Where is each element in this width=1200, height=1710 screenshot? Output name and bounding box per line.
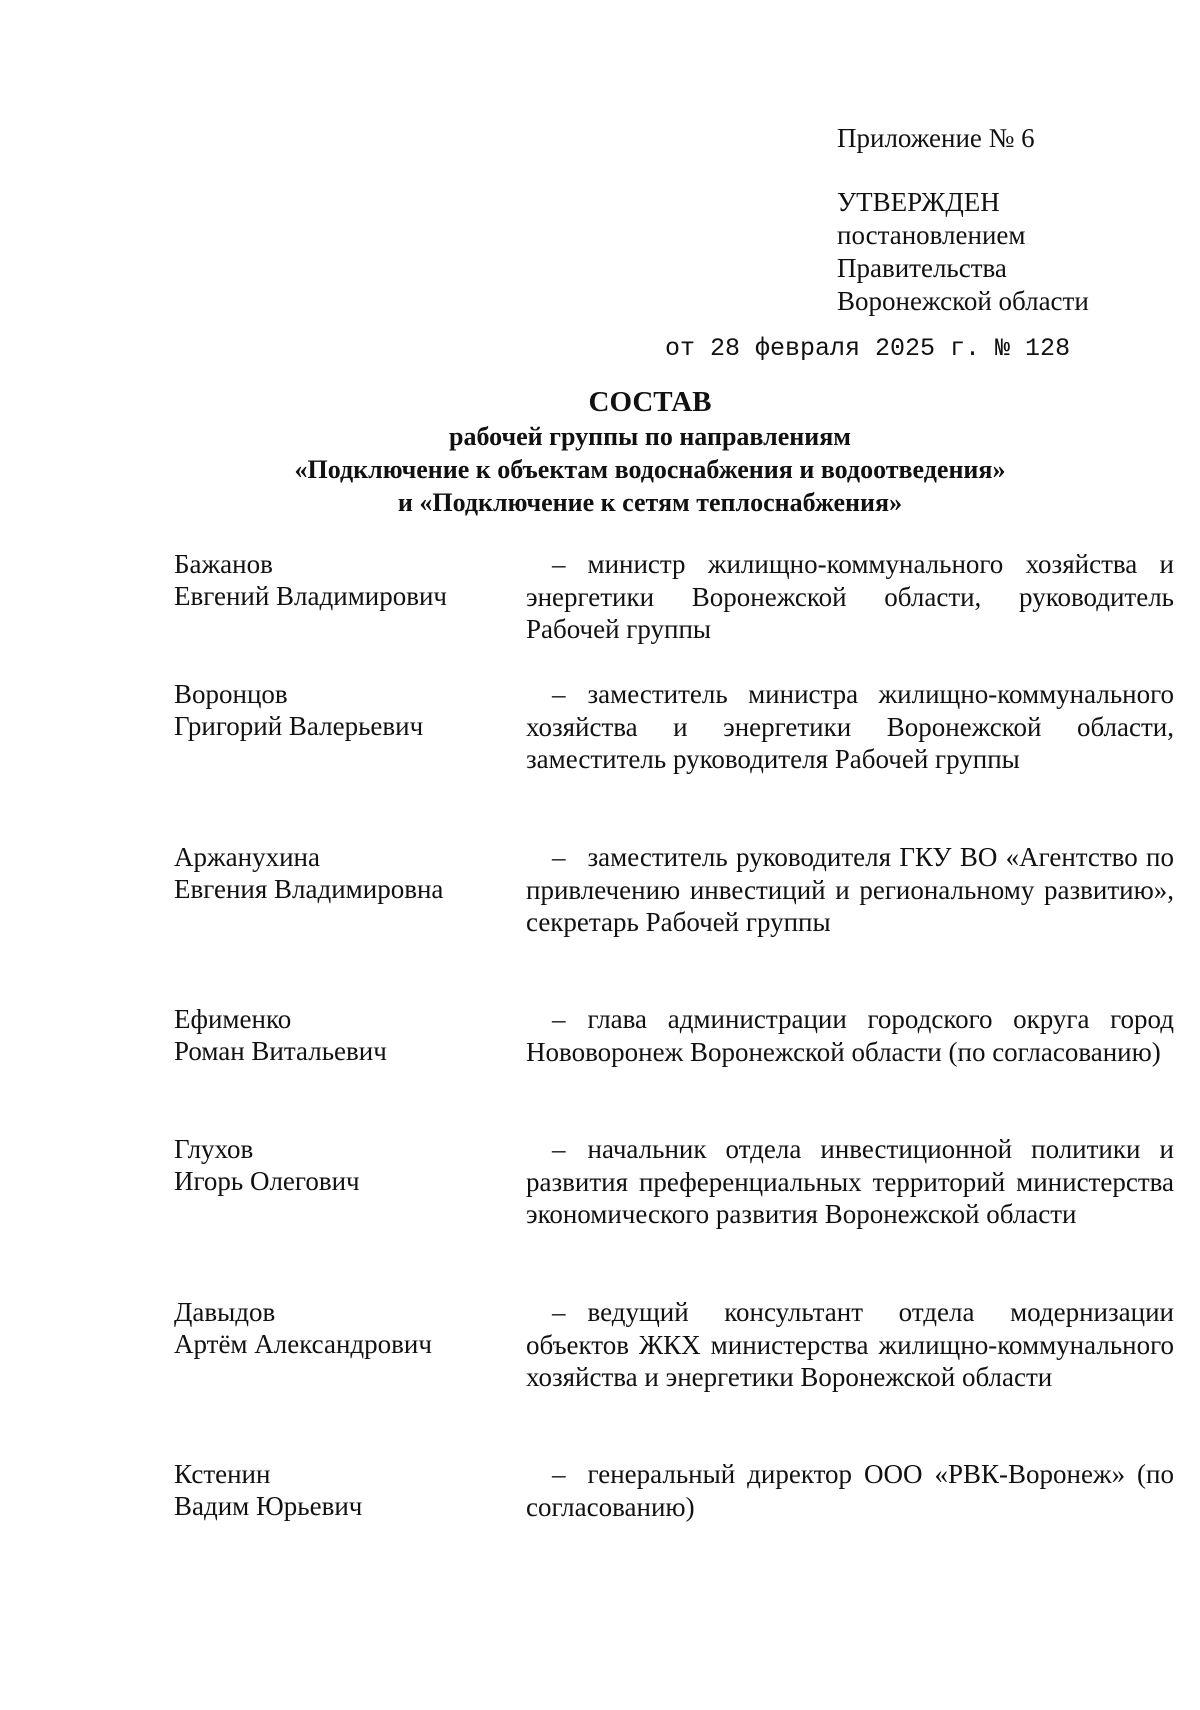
member-given-names: Артём Александрович: [174, 1329, 432, 1359]
member-given-names: Евгений Владимирович: [174, 581, 448, 611]
member-role-text: глава администрации городского округа город Нововоронеж Воронежской области (по согласованию): [526, 1004, 1174, 1067]
dash: –: [552, 679, 566, 709]
member-name: [174, 548, 514, 612]
member-name: [174, 841, 514, 905]
member-surname: Кстенин: [174, 1459, 271, 1489]
approval-line-2: Правительства: [837, 253, 1007, 283]
member-given-names: Роман Витальевич: [174, 1036, 387, 1066]
member-surname: Глухов: [174, 1134, 254, 1164]
dash: –: [552, 842, 566, 872]
title-line-3: и «Подключение к сетям теплоснабжения»: [397, 488, 903, 517]
document-title: [150, 384, 1150, 519]
approval-block: [837, 186, 1089, 318]
member-given-names: Григорий Валерьевич: [174, 711, 424, 741]
member-name: [174, 1458, 514, 1522]
dash: –: [552, 1134, 566, 1164]
member-role: [526, 1296, 1174, 1394]
member-given-names: Игорь Олегович: [174, 1166, 360, 1196]
member-role-text: министр жилищно-коммунального хозяйства и энергетики Воронежской области, руководитель Рабочей группы: [526, 549, 1174, 644]
member-role-text: заместитель руководителя ГКУ ВО «Агентство по привлечению инвестиций и региональному развитию», секретарь Рабочей группы: [526, 842, 1174, 937]
member-name: [174, 1296, 514, 1360]
approval-line-1: постановлением: [837, 220, 1026, 250]
member-role: [526, 678, 1174, 776]
member-role: [526, 548, 1174, 646]
member-role-text: генеральный директор ООО «РВК-Воронеж» (по согласованию): [526, 1459, 1174, 1522]
title-line-1: рабочей группы по направлениям: [449, 422, 851, 451]
member-name: [174, 1003, 514, 1067]
member-role: [526, 1003, 1174, 1068]
title-main: СОСТАВ: [588, 386, 712, 418]
member-name: [174, 678, 514, 742]
member-surname: Воронцов: [174, 679, 288, 709]
member-role-text: начальник отдела инвестиционной политики и развития преференциальных территорий министерства экономического развития Воронежской области: [526, 1134, 1174, 1229]
dash: –: [552, 1459, 566, 1489]
member-surname: Аржанухина: [174, 842, 320, 872]
member-given-names: Евгения Владимировна: [174, 874, 444, 904]
member-surname: Ефименко: [174, 1004, 292, 1034]
decree-date-number: от 28 февраля 2025 г. № 128: [665, 334, 1071, 363]
approval-line-3: Воронежской области: [837, 286, 1089, 316]
member-role: [526, 1133, 1174, 1231]
member-role-text: заместитель министра жилищно-коммунального хозяйства и энергетики Воронежской области, заместитель руководителя Рабочей группы: [526, 679, 1174, 774]
member-role-text: ведущий консультант отдела модернизации объектов ЖКХ министерства жилищно-коммунального хозяйства и энергетики Воронежской области: [526, 1297, 1174, 1392]
dash: –: [552, 549, 566, 579]
member-role: [526, 1458, 1174, 1523]
member-surname: Давыдов: [174, 1297, 276, 1327]
dash: –: [552, 1297, 566, 1327]
appendix-number: Приложение № 6: [837, 123, 1035, 153]
member-surname: Бажанов: [174, 549, 273, 579]
member-given-names: Вадим Юрьевич: [174, 1491, 363, 1521]
dash: –: [552, 1004, 566, 1034]
member-role: [526, 841, 1174, 939]
member-name: [174, 1133, 514, 1197]
approval-stamp: УТВЕРЖДЕН: [837, 187, 1000, 217]
title-line-2: «Подключение к объектам водоснабжения и водоотведения»: [294, 455, 1006, 484]
